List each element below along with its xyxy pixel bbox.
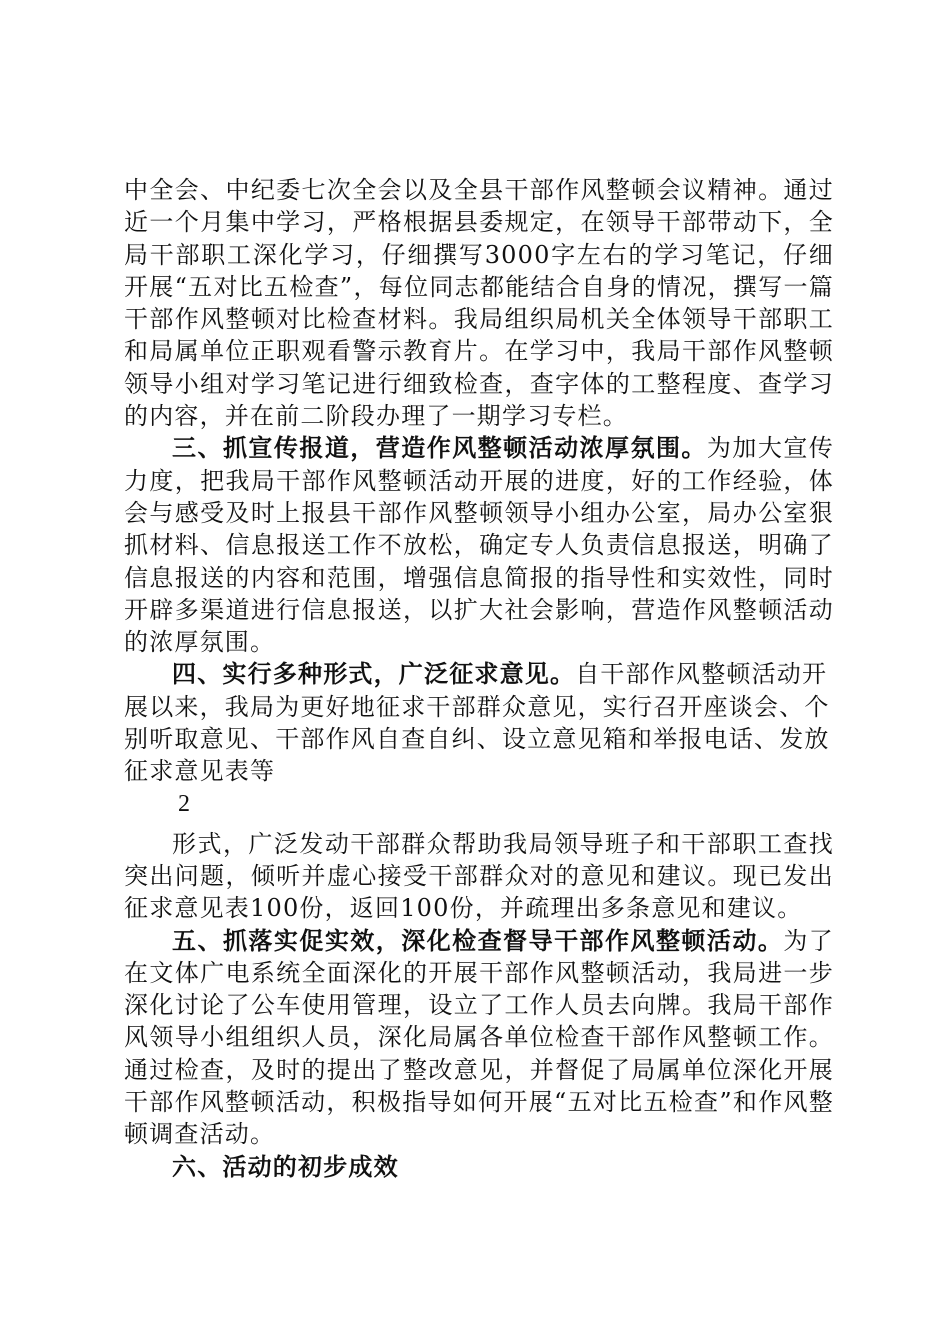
document-body bbox=[124, 174, 834, 1183]
paragraph-text: 形式，广泛发动干部群众帮助我局领导班子和干部职工查找突出问题，倾听并虚心接受干部群众对的意见和建议。现已发出征求意见表100份，返回100份，并疏理出多条意见和建议。 bbox=[124, 829, 834, 923]
paragraph-text: 中全会、中纪委七次全会以及全县干部作风整顿会议精神。通过近一个月集中学习，严格根据县委规定，在领导干部带动下，全局干部职工深化学习，仔细撰写3000字左右的学习笔记，仔细开展“五对比五检查”，每位同志都能结合自身的情况，撰写一篇干部作风整顿对比检查材料。我局组织局机关全体领导干部职工和局属单位正职观看警示教育片。在学习中，我局干部作风整顿领导小组对学习笔记进行细致检查，查字体的工整程度、查学习的内容，并在前二阶段办理了一期学习专栏。 bbox=[124, 176, 834, 431]
section-heading-four: 四、实行多种形式，广泛征求意见。 bbox=[172, 659, 576, 689]
section-heading-three: 三、抓宣传报道，营造作风整顿活动浓厚氛围。 bbox=[172, 433, 707, 463]
paragraph-text: 为加大宣传力度，把我局干部作风整顿活动开展的进度，好的工作经验，体会与感受及时上报县干部作风整顿领导小组办公室，局办公室狠抓材料、信息报送工作不放松，确定专人负责信息报送，明确了信息报送的内容和范围，增强信息简报的指导性和实效性，同时开辟多渠道进行信息报送，以扩大社会影响，营造作风整顿活动的浓厚氛围。 bbox=[124, 434, 835, 657]
paragraph-section-five bbox=[124, 925, 834, 1151]
section-heading-six: 六、活动的初步成效 bbox=[172, 1151, 399, 1181]
section-heading-five: 五、抓落实促实效，深化检查督导干部作风整顿活动。 bbox=[172, 925, 784, 955]
paragraph-text: 为了在文体广电系统全面深化的开展干部作风整顿活动，我局进一步深化讨论了公车使用管理，设立了工作人员去向牌。我局干部作风领导小组组织人员，深化局属各单位检查干部作风整顿工作。通过检查，及时的提出了整改意见，并督促了局属单位深化开展干部作风整顿活动，积极指导如何开展“五对比五检查”和作风整顿调查活动。 bbox=[124, 926, 834, 1149]
paragraph-text: 自干部作风整顿活动开展以来，我局为更好地征求干部群众意见，实行召开座谈会、个别听取意见、干部作风自查自纠、设立意见箱和举报电话、发放征求意见表等 bbox=[124, 660, 830, 786]
paragraph-section-four bbox=[124, 658, 834, 787]
page-number: 2 bbox=[178, 790, 192, 817]
paragraph-intro bbox=[124, 174, 834, 432]
paragraph-section-four-continued bbox=[124, 828, 834, 925]
paragraph-section-three bbox=[124, 432, 834, 658]
paragraph-section-six bbox=[124, 1151, 834, 1183]
